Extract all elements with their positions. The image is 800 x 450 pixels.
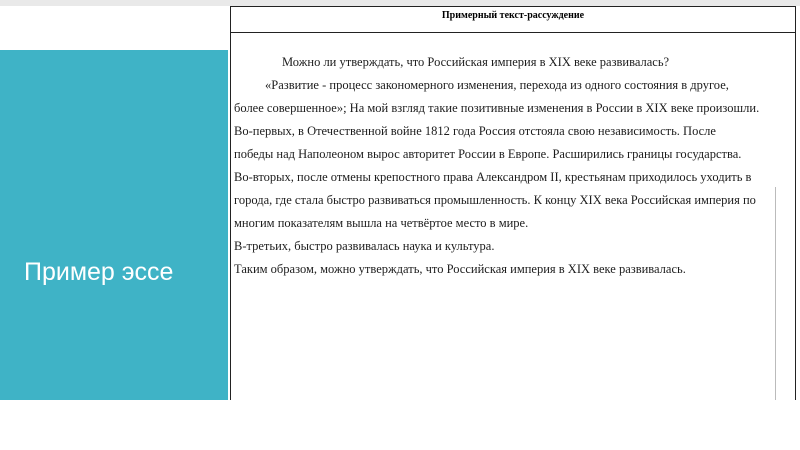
document-header: Примерный текст-рассуждение [231,7,795,33]
title-panel [0,50,228,400]
margin-line [775,187,776,405]
essay-line: победы над Наполеоном вырос авторитет России в Европе. Расширились границы государства. [234,147,742,161]
slide-title: Пример эссе [24,258,174,286]
essay-line-conclusion: Таким образом, можно утверждать, что Российская империя в XIX веке развивалась. [234,262,686,276]
essay-line: Во-вторых, после отмены крепостного права Александром II, крестьянам приходилось уходить в [234,170,752,184]
essay-line: более совершенное»; На мой взгляд такие позитивные изменения в России в XIX веке произошли. [234,101,760,115]
document-frame [230,6,796,450]
essay-line: города, где стала быстро развиваться промышленность. К концу XIX века Российская империя по [234,193,756,207]
essay-line: В-третьих, быстро развивалась наука и культура. [234,239,495,253]
document-body [234,51,794,281]
essay-line-question: Можно ли утверждать, что Российская империя в XIX веке развивалась? [282,55,670,69]
essay-line: Во-первых, в Отечественной войне 1812 года Россия отстояла свою независимость. После [234,124,716,138]
bottom-band [0,400,800,450]
essay-line: многим показателям вышла на четвёртое место в мире. [234,216,529,230]
essay-line-definition: «Развитие - процесс закономерного изменения, перехода из одного состояния в другое, [265,78,729,92]
